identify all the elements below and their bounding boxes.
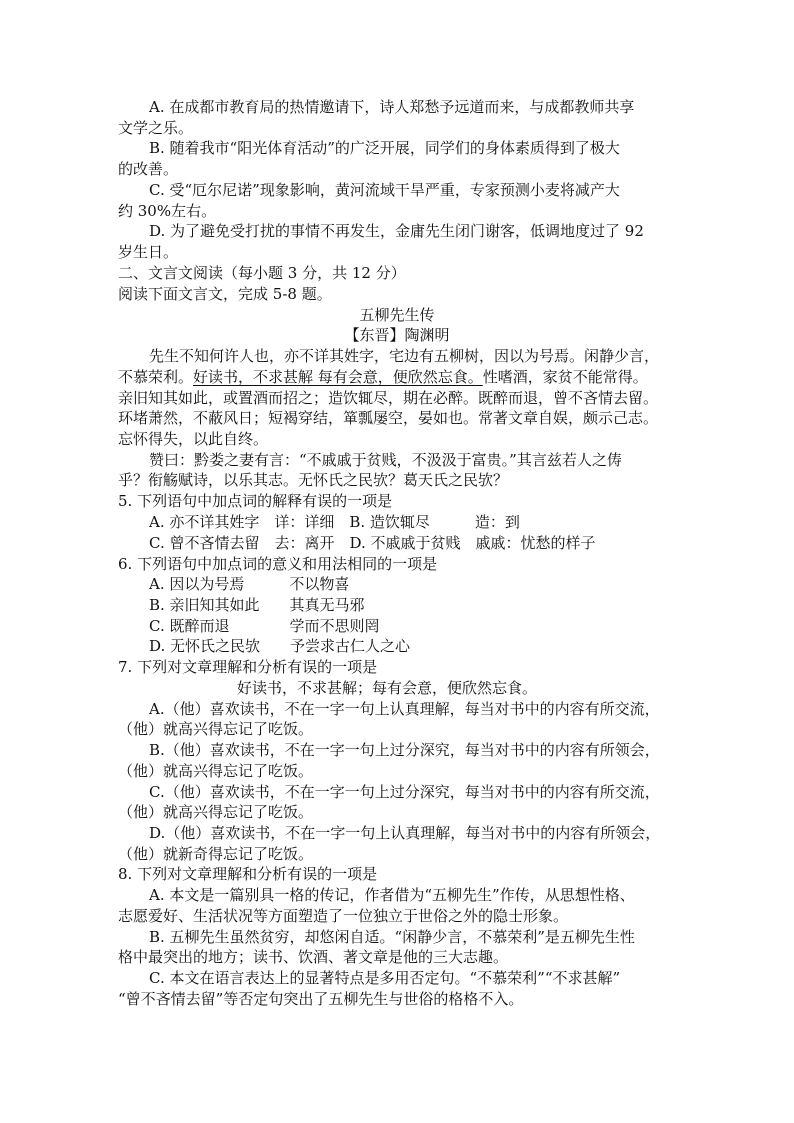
question-6-stem: 6. 下列语句中加点词的意义和用法相同的一项是 bbox=[118, 555, 438, 573]
passage-text: 性嗜酒，家贫不能常得。 bbox=[482, 368, 648, 386]
question-7-option-c-1: C.（他）喜欢读书，不在一字一句上过分深究，每当对书中的内容有所交流， bbox=[149, 783, 660, 801]
option-b-line-2: 的改善。 bbox=[118, 160, 179, 178]
question-6-option-d: D. 无怀氏之民欤 予尝求古仁人之心 bbox=[149, 637, 411, 655]
option-a-line-1: A. 在成都市教育局的热情邀请下，诗人郑愁予远道而来，与成都教师共享 bbox=[149, 98, 635, 116]
passage-author: 【东晋】陶渊明 bbox=[344, 326, 450, 344]
question-5-stem: 5. 下列语句中加点词的解释有误的一项是 bbox=[118, 492, 393, 510]
underlined-sentence: 好读书，不求甚解 每有会意，便欣然忘食。 bbox=[193, 368, 483, 386]
question-8-option-a-2: 志愿爱好、生活状况等方面塑造了一位独立于世俗之外的隐士形象。 bbox=[118, 907, 569, 925]
option-c-line-2: 约 30%左右。 bbox=[118, 202, 217, 220]
question-8-option-b-1: B. 五柳先生虽然贫穷，却悠闲自适。“闲静少言，不慕荣利”是五柳先生性 bbox=[149, 928, 635, 946]
option-d-line-2: 岁生日。 bbox=[118, 243, 179, 261]
question-6-option-a: A. 因以为号焉 不以物喜 bbox=[149, 575, 350, 593]
question-7-stem: 7. 下列对文章理解和分析有误的一项是 bbox=[118, 658, 378, 676]
passage-line: 先生不知何许人也，亦不详其姓字，宅边有五柳树，因以为号焉。闲静少言， bbox=[149, 347, 660, 365]
question-7-option-a-2: （他）就高兴得忘记了吃饭。 bbox=[118, 720, 314, 738]
section-instruction: 阅读下面文言文，完成 5-8 题。 bbox=[118, 285, 332, 303]
question-7-option-b-1: B.（他）喜欢读书，不在一字一句上过分深究，每当对书中的内容有所领会， bbox=[149, 741, 660, 759]
question-8-option-c-2: “曾不吝情去留”等否定句突出了五柳先生与世俗的格格不入。 bbox=[118, 990, 524, 1008]
option-d-line-1: D. 为了避免受打扰的事情不再发生，金庸先生闭门谢客，低调地度过了 92 bbox=[149, 222, 644, 240]
question-5-options-ab: A. 亦不详其姓字 详：详细 B. 造饮辄尽 造：到 bbox=[149, 513, 520, 531]
section-heading: 二、文言文阅读（每小题 3 分，共 12 分） bbox=[118, 264, 406, 282]
passage-line: 环堵萧然，不蔽风日；短褐穿结，箪瓢屡空，晏如也。常著文章自娱，颇示己志。 bbox=[118, 409, 659, 427]
option-a-line-2: 文学之乐。 bbox=[118, 119, 194, 137]
passage-line: 赞曰：黔娄之妻有言：“不戚戚于贫贱，不汲汲于富贵。”其言兹若人之俦 bbox=[149, 451, 622, 469]
passage-line: 乎？衔觞赋诗，以乐其志。无怀氏之民欤？葛天氏之民欤？ bbox=[118, 471, 509, 489]
question-7-option-d-1: D.（他）喜欢读书，不在一字一句上认真理解，每当对书中的内容有所领会， bbox=[149, 824, 661, 842]
question-7-quote: 好读书，不求甚解；每有会意，便欣然忘食。 bbox=[237, 679, 538, 697]
question-7-option-d-2: （他）就新奇得忘记了吃饭。 bbox=[118, 845, 314, 863]
question-8-option-a-1: A. 本文是一篇别具一格的传记，作者借为“五柳先生”作传，从思想性格、 bbox=[149, 886, 635, 904]
question-7-option-a-1: A.（他）喜欢读书，不在一字一句上认真理解，每当对书中的内容有所交流， bbox=[149, 700, 660, 718]
question-5-options-cd: C. 曾不吝情去留 去：离开 D. 不戚戚于贫贱 戚戚：忧愁的样子 bbox=[149, 534, 596, 552]
passage-line-underlined bbox=[118, 367, 794, 387]
passage-line: 亲旧知其如此，或置酒而招之；造饮辄尽，期在必醉。既醉而退，曾不吝情去留。 bbox=[118, 389, 659, 407]
passage-text: 不慕荣利。 bbox=[118, 368, 194, 386]
question-7-option-b-2: （他）就高兴得忘记了吃饭。 bbox=[118, 762, 314, 780]
option-b-line-1: B. 随着我市“阳光体育活动”的广泛开展，同学们的身体素质得到了极大 bbox=[149, 139, 620, 157]
question-8-option-b-2: 格中最突出的地方；读书、饮酒、著文章是他的三大志趣。 bbox=[118, 948, 509, 966]
question-6-option-c: C. 既醉而退 学而不思则罔 bbox=[149, 617, 380, 635]
question-6-option-b: B. 亲旧知其如此 其真无马邪 bbox=[149, 596, 365, 614]
question-7-option-c-2: （他）就高兴得忘记了吃饭。 bbox=[118, 803, 314, 821]
option-c-line-1: C. 受“厄尔尼诺”现象影响，黄河流域干旱严重，专家预测小麦将减产大 bbox=[149, 181, 620, 199]
passage-line: 忘怀得失，以此自终。 bbox=[118, 430, 269, 448]
question-8-option-c-1: C. 本文在语言表达上的显著特点是多用否定句。“不慕荣利”“不求甚解” bbox=[149, 969, 621, 987]
passage-title: 五柳先生传 bbox=[359, 306, 435, 324]
question-8-stem: 8. 下列对文章理解和分析有误的一项是 bbox=[118, 865, 378, 883]
